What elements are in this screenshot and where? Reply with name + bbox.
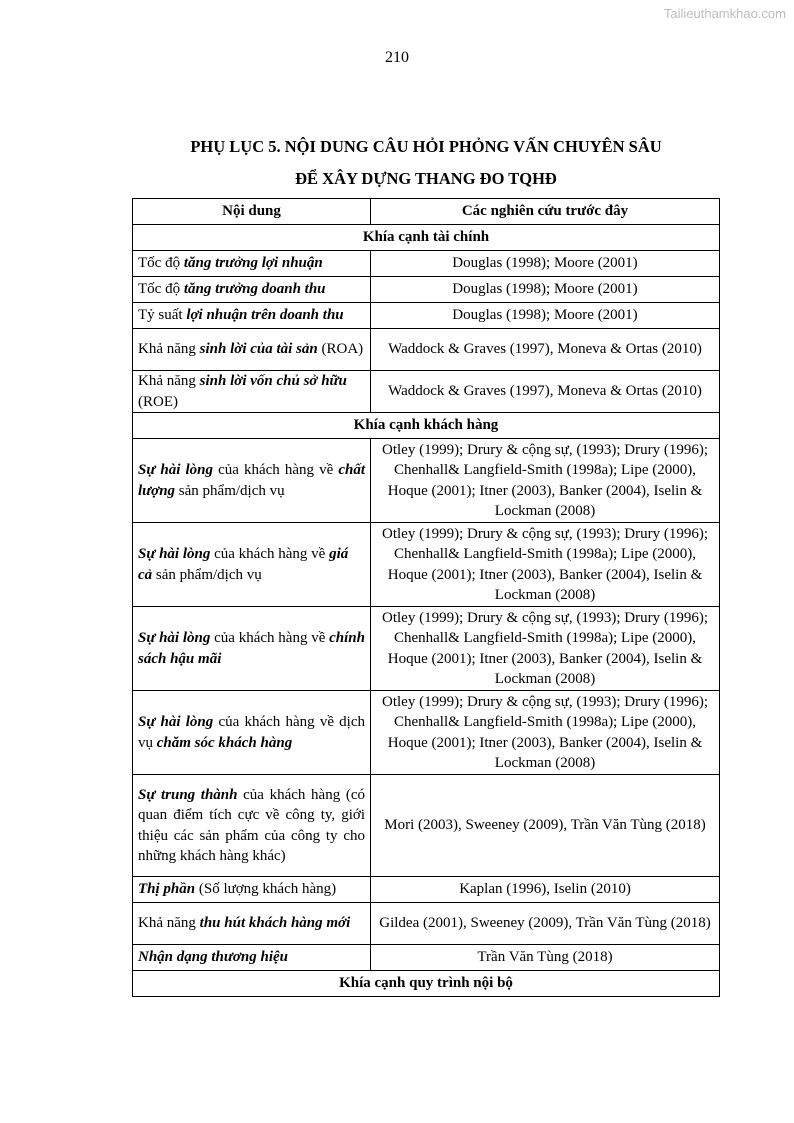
criterion-cell [133,877,371,903]
criterion-emphasis: sinh lời của tài sản [199,341,318,358]
criterion-text: Tốc độ [138,255,184,272]
section-header-row [133,413,720,439]
criterion-text: (ROA) [317,341,364,358]
table-body [133,225,720,997]
criterion-cell [133,439,371,523]
criterion-emphasis: thu hút khách hàng mới [199,915,351,932]
criterion-text: sản phẩm/dịch vụ [152,566,262,583]
criterion-text: của khách hàng về [213,462,339,478]
criterion-text: sản phẩm/dịch vụ [175,482,285,499]
criterion-text: của khách hàng (có quan điểm tích cực về công ty, giới thiệu các sản phẩm của công ty cho những khách hàng khác) [138,786,365,864]
criterion-text: (Số lượng khách hàng) [195,881,337,898]
table-row [133,303,720,329]
criterion-cell [133,277,371,303]
page-number: 210 [385,49,409,66]
sources-cell: Otley (1999); Drury & cộng sự, (1993); Drury (1996); Chenhall& Langfield-Smith (1998a); Lipe (2000), Hoque (2001); Itner (2003), Banker (2004), Iselin & Lockman (2008) [371,523,720,607]
sources-cell: Douglas (1998); Moore (2001) [371,251,720,277]
table-header-row [133,199,720,225]
criterion-text: của khách hàng về [210,546,330,562]
criterion-emphasis: Nhận dạng thương hiệu [138,949,289,966]
criterion-cell [133,251,371,277]
criterion-cell [133,691,371,775]
table-row [133,945,720,971]
criterion-emphasis: tăng trưởng doanh thu [183,281,326,298]
criterion-text: Khả năng [138,341,200,358]
section-title: Khía cạnh tài chính [133,225,720,251]
interview-content-table [132,198,720,997]
criterion-text: Tốc độ [138,281,184,298]
sources-cell: Kaplan (1996), Iselin (2010) [371,877,720,903]
section-title: Khía cạnh quy trình nội bộ [133,971,720,997]
criterion-emphasis: tăng trưởng lợi nhuận [183,255,323,272]
sources-cell: Mori (2003), Sweeney (2009), Trần Văn Tùng (2018) [371,775,720,877]
criterion-text: Khả năng [138,915,200,932]
criterion-text: (ROE) [138,393,178,410]
sources-cell: Waddock & Graves (1997), Moneva & Ortas (2010) [371,329,720,371]
table-row [133,691,720,775]
table-row [133,877,720,903]
criterion-emphasis: sinh lời vốn chủ sở hữu [199,373,347,389]
title-line-1: PHỤ LỤC 5. NỘI DUNG CÂU HỎI PHỎNG VẤN CHUYÊN SÂU [190,137,662,156]
criterion-emphasis: Thị phần [138,881,196,898]
criterion-cell [133,607,371,691]
sources-cell: Otley (1999); Drury & cộng sự, (1993); Drury (1996); Chenhall& Langfield-Smith (1998a); Lipe (2000), Hoque (2001); Itner (2003), Banker (2004), Iselin & Lockman (2008) [371,691,720,775]
criterion-emphasis: giá cả [138,546,349,583]
criterion-cell [133,523,371,607]
table-row [133,775,720,877]
criterion-cell [133,945,371,971]
criterion-emphasis: chính sách hậu mãi [138,630,365,667]
criterion-emphasis: Sự hài lòng [138,630,211,646]
section-header-row [133,225,720,251]
criterion-emphasis: lợi nhuận trên doanh thu [186,307,344,324]
table-row [133,523,720,607]
table-row [133,903,720,945]
title-line-2: ĐỂ XÂY DỰNG THANG ĐO TQHĐ [295,169,557,188]
sources-cell: Waddock & Graves (1997), Moneva & Ortas (2010) [371,371,720,413]
sources-cell: Otley (1999); Drury & cộng sự, (1993); Drury (1996); Chenhall& Langfield-Smith (1998a); Lipe (2000), Hoque (2001); Itner (2003), Banker (2004), Iselin & Lockman (2008) [371,439,720,523]
criterion-emphasis: Sự hài lòng [138,546,211,562]
criterion-cell [133,329,371,371]
table-row [133,607,720,691]
criterion-emphasis: Sự hài lòng [138,714,214,730]
criterion-cell [133,775,371,877]
criterion-cell [133,303,371,329]
table-row [133,371,720,413]
sources-cell: Douglas (1998); Moore (2001) [371,277,720,303]
table-row [133,251,720,277]
header-content: Nội dung [133,199,371,225]
criterion-cell [133,371,371,413]
criterion-emphasis: Sự trung thành [138,786,238,803]
section-header-row [133,971,720,997]
appendix-title [0,131,794,195]
sources-cell: Douglas (1998); Moore (2001) [371,303,720,329]
criterion-text: của khách hàng về dịch vụ [138,714,365,751]
section-title: Khía cạnh khách hàng [133,413,720,439]
table-row [133,439,720,523]
criterion-cell [133,903,371,945]
header-prior-studies: Các nghiên cứu trước đây [371,199,720,225]
criterion-text: Khả năng [138,373,200,389]
criterion-emphasis: chăm sóc khách hàng [156,734,293,751]
table-row [133,329,720,371]
criterion-text: Tỷ suất [138,307,187,324]
criterion-emphasis: chất lượng [138,462,365,499]
criterion-text: của khách hàng về [210,630,330,646]
criterion-emphasis: Sự hài lòng [138,462,213,478]
sources-cell: Gildea (2001), Sweeney (2009), Trần Văn Tùng (2018) [371,903,720,945]
table-row [133,277,720,303]
sources-cell: Trần Văn Tùng (2018) [371,945,720,971]
watermark: Tailieuthamkhao.com [663,6,786,21]
sources-cell: Otley (1999); Drury & cộng sự, (1993); Drury (1996); Chenhall& Langfield-Smith (1998a); Lipe (2000), Hoque (2001); Itner (2003), Banker (2004), Iselin & Lockman (2008) [371,607,720,691]
